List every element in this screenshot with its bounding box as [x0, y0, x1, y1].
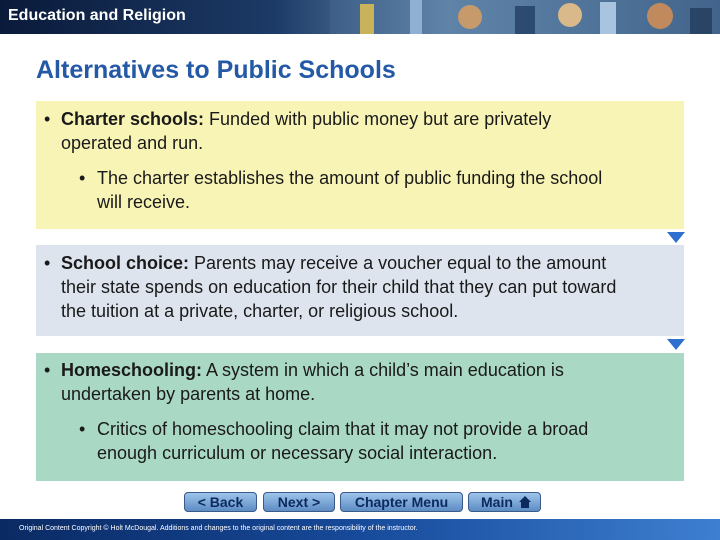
charter-line-1	[61, 107, 551, 131]
home-line-2: undertaken by parents at home.	[61, 384, 316, 404]
footer-bar	[0, 519, 720, 540]
advance-arrow-icon[interactable]	[667, 232, 685, 243]
back-button[interactable]: < Back	[184, 492, 257, 512]
charter-sub-line-1: The charter establishes the amount of public funding the school	[97, 168, 603, 188]
header-title: Education and Religion	[8, 7, 186, 24]
school-choice-box	[36, 245, 684, 336]
choice-term: School choice:	[61, 253, 190, 273]
choice-line-1	[61, 251, 606, 275]
home-text: A system in which a child’s main education is	[202, 360, 564, 380]
charter-line-2: operated and run.	[61, 133, 204, 153]
charter-text: Funded with public money but are privately	[204, 109, 552, 129]
main-button[interactable]	[468, 492, 541, 512]
home-sub-line-1: Critics of homeschooling claim that it may not provide a broad	[97, 419, 589, 439]
homeschooling-box	[36, 353, 684, 481]
charter-sub-line-2: will receive.	[97, 192, 191, 212]
sub-bullet-icon: •	[79, 168, 86, 188]
copyright-text: Original Content Copyright © Holt McDougal. Additions and changes to the original content are the responsibility of the instructor.	[19, 525, 418, 532]
home-term: Homeschooling:	[61, 360, 203, 380]
sub-bullet-icon: •	[79, 419, 86, 439]
header-collage-image	[330, 0, 720, 34]
main-button-label: Main	[481, 494, 513, 510]
charter-schools-box	[36, 101, 684, 229]
bullet-icon: •	[44, 360, 51, 380]
page-title: Alternatives to Public Schools	[36, 56, 396, 84]
choice-line-3: the tuition at a private, charter, or religious school.	[61, 301, 459, 321]
home-line-1	[61, 358, 564, 382]
bullet-icon: •	[44, 253, 51, 273]
charter-term: Charter schools:	[61, 109, 205, 129]
choice-line-2: their state spends on education for their child that they can put toward	[61, 277, 617, 297]
next-button[interactable]: Next >	[263, 492, 335, 512]
bullet-icon: •	[44, 109, 51, 129]
chapter-menu-button[interactable]: Chapter Menu	[340, 492, 463, 512]
header-banner	[0, 0, 720, 34]
choice-text: Parents may receive a voucher equal to the amount	[189, 253, 607, 273]
advance-arrow-icon[interactable]	[667, 339, 685, 350]
home-sub-line-2: enough curriculum or necessary social interaction.	[97, 443, 498, 463]
home-icon	[518, 495, 532, 509]
